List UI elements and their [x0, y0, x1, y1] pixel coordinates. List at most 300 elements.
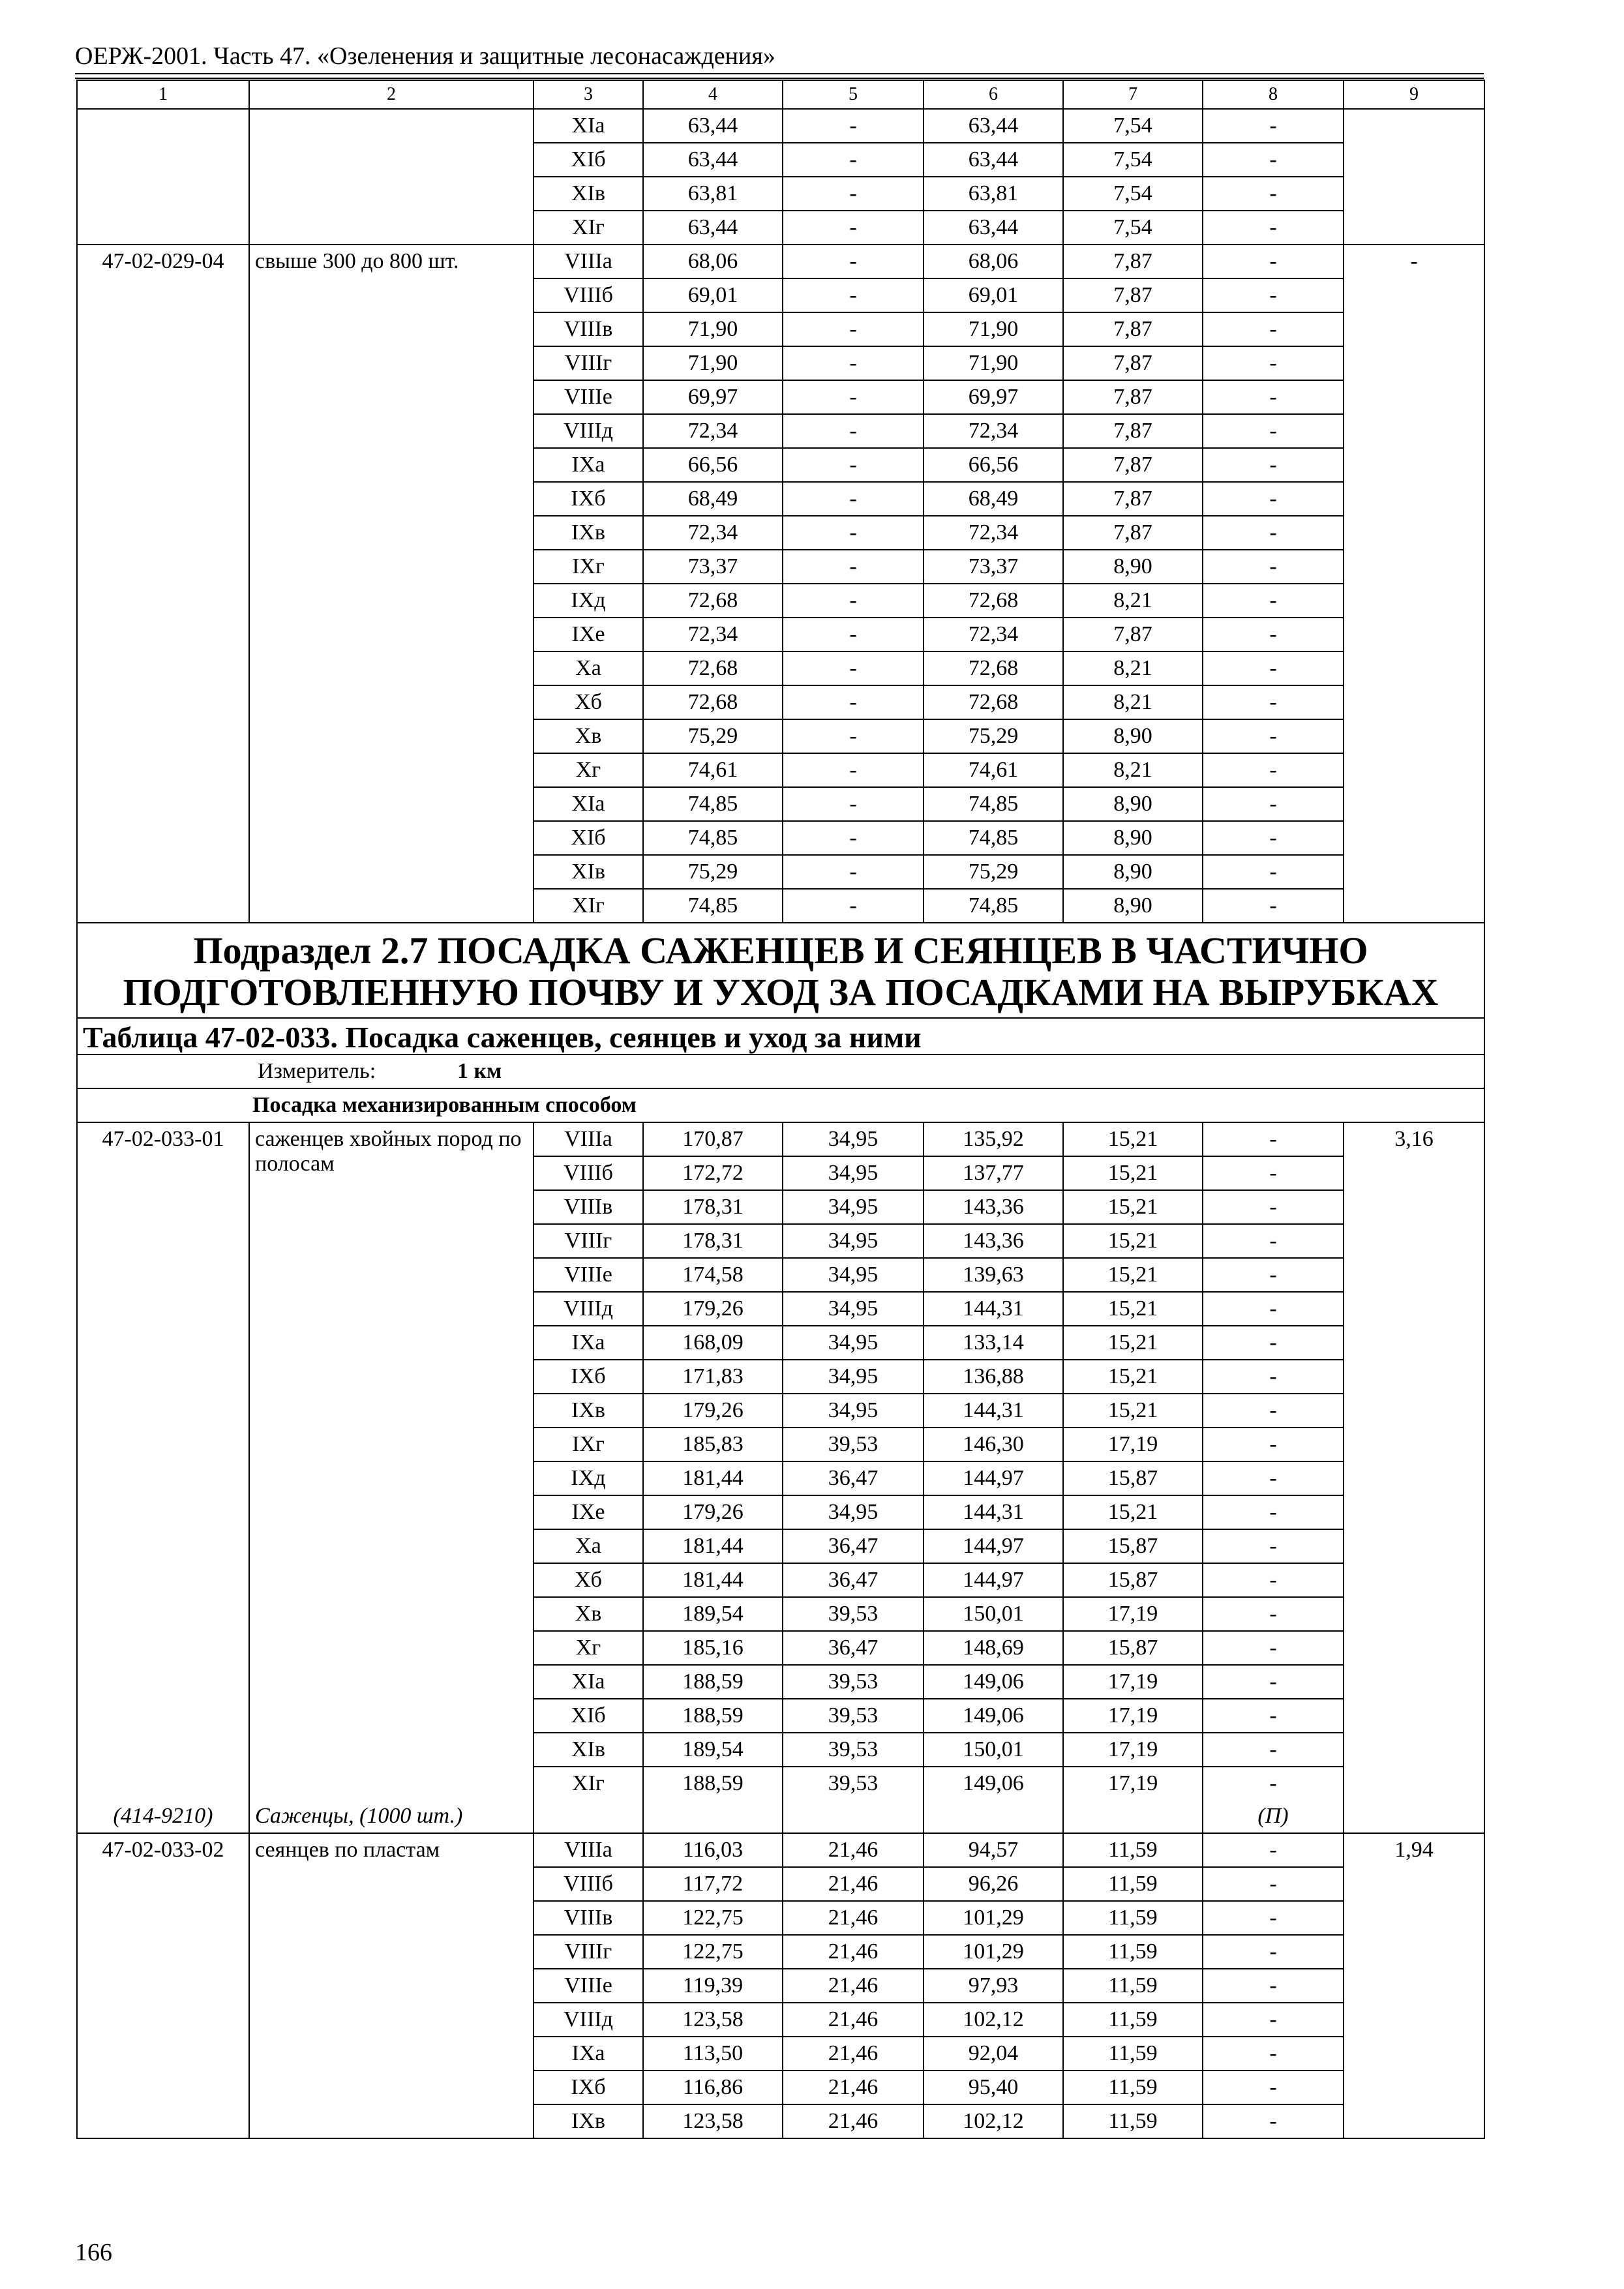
table-cell: XIв: [534, 1733, 643, 1767]
table-cell: 36,47: [783, 1631, 924, 1665]
table-cell: 36,47: [783, 1529, 924, 1563]
table-cell: 188,59: [643, 1665, 783, 1699]
table-cell: XIа: [534, 1665, 643, 1699]
subheading-row: [77, 1088, 1484, 1122]
table-cell: 7,87: [1063, 245, 1203, 278]
table-cell: -: [1203, 2037, 1344, 2071]
col9-value: 3,16: [1344, 1122, 1484, 1833]
table-cell: 74,61: [643, 753, 783, 787]
table-cell: 95,40: [924, 2071, 1063, 2104]
table-cell: -: [783, 245, 924, 278]
table-cell: XIг: [534, 1767, 643, 1800]
column-number: 9: [1344, 80, 1484, 109]
table-cell: XIб: [534, 821, 643, 855]
table-cell: 96,26: [924, 1867, 1063, 1901]
table-cell: 7,87: [1063, 278, 1203, 312]
table-cell: 63,44: [924, 109, 1063, 143]
table-cell: -: [1203, 1326, 1344, 1360]
table-cell: 17,19: [1063, 1767, 1203, 1800]
table-cell: -: [783, 821, 924, 855]
table-cell: 11,59: [1063, 2037, 1203, 2071]
table-cell: -: [783, 685, 924, 719]
table-cell: -: [783, 855, 924, 889]
table-cell: 11,59: [1063, 2104, 1203, 2138]
table-cell: 122,75: [643, 1935, 783, 1969]
table-cell: 39,53: [783, 1597, 924, 1631]
table-cell: XIб: [534, 1699, 643, 1733]
table-cell: [534, 1800, 643, 1833]
table-cell: 101,29: [924, 1901, 1063, 1935]
table-cell: 21,46: [783, 2104, 924, 2138]
table-cell: 179,26: [643, 1394, 783, 1428]
col9-cell: [1344, 109, 1484, 245]
table-cell: VIIIб: [534, 1156, 643, 1190]
table-cell: 8,90: [1063, 889, 1203, 923]
table-cell: 144,31: [924, 1394, 1063, 1428]
table-cell: 8,21: [1063, 685, 1203, 719]
table-cell: XIг: [534, 889, 643, 923]
item-name: сеянцев по пластам: [249, 1833, 534, 2138]
table-cell: 8,90: [1063, 550, 1203, 584]
table-cell: -: [783, 414, 924, 448]
table-cell: -: [783, 482, 924, 516]
table-cell: 117,72: [643, 1867, 783, 1901]
table-cell: 39,53: [783, 1665, 924, 1699]
item-name: свыше 300 до 800 шт.: [249, 245, 534, 923]
table-cell: -: [783, 143, 924, 177]
table-cell: 69,97: [924, 380, 1063, 414]
table-cell: 11,59: [1063, 1867, 1203, 1901]
table-cell: 21,46: [783, 1901, 924, 1935]
table-cell: 34,95: [783, 1190, 924, 1224]
table-cell: -: [1203, 2003, 1344, 2037]
table-cell: 75,29: [924, 855, 1063, 889]
table-cell: 34,95: [783, 1258, 924, 1292]
table-cell: 189,54: [643, 1597, 783, 1631]
table-cell: IXд: [534, 1461, 643, 1495]
table-cell: [643, 1800, 783, 1833]
table-cell: VIIIв: [534, 1190, 643, 1224]
table-cell: 119,39: [643, 1969, 783, 2003]
table-cell: -: [1203, 211, 1344, 245]
table-cell: -: [1203, 889, 1344, 923]
table-cell: -: [1203, 1901, 1344, 1935]
subheading: Посадка механизированным способом: [77, 1088, 1484, 1122]
table-cell: -: [783, 584, 924, 618]
table-cell: 71,90: [924, 312, 1063, 346]
table-cell: 7,54: [1063, 109, 1203, 143]
table-cell: -: [1203, 2071, 1344, 2104]
table-cell: 189,54: [643, 1733, 783, 1767]
table-cell: -: [1203, 1665, 1344, 1699]
table-cell: XIв: [534, 177, 643, 211]
table-cell: -: [1203, 143, 1344, 177]
table-cell: 15,21: [1063, 1360, 1203, 1394]
table-cell: 72,68: [643, 651, 783, 685]
table-cell: -: [1203, 753, 1344, 787]
table-cell: 150,01: [924, 1597, 1063, 1631]
table-cell: -: [1203, 1767, 1344, 1800]
table-cell: 178,31: [643, 1224, 783, 1258]
resource-row: [77, 1800, 1484, 1833]
table-cell: 170,87: [643, 1122, 783, 1156]
table-cell: -: [1203, 1461, 1344, 1495]
table-cell: Xг: [534, 1631, 643, 1665]
table-cell: -: [1203, 1631, 1344, 1665]
measure-row: [77, 1055, 1484, 1088]
table-cell: 123,58: [643, 2104, 783, 2138]
table-cell: 34,95: [783, 1360, 924, 1394]
table-cell: 63,81: [643, 177, 783, 211]
table-cell: 144,97: [924, 1529, 1063, 1563]
table-cell: 144,31: [924, 1292, 1063, 1326]
table-cell: 15,21: [1063, 1292, 1203, 1326]
measure-label: Измеритель:: [258, 1059, 376, 1083]
table-cell: 116,86: [643, 2071, 783, 2104]
table-cell: 72,34: [643, 516, 783, 550]
table-cell: -: [1203, 1935, 1344, 1969]
table-cell: 63,44: [643, 109, 783, 143]
table-cell: 15,21: [1063, 1326, 1203, 1360]
table-cell: Xв: [534, 719, 643, 753]
table-cell: -: [1203, 1733, 1344, 1767]
table-cell: 63,44: [643, 143, 783, 177]
table-cell: -: [783, 278, 924, 312]
table-cell: VIIIд: [534, 414, 643, 448]
table-row: [77, 1122, 1484, 1156]
table-cell: -: [1203, 618, 1344, 651]
table-cell: 72,68: [643, 685, 783, 719]
table-cell: 94,57: [924, 1833, 1063, 1867]
table-cell: 144,97: [924, 1563, 1063, 1597]
table-row: [77, 245, 1484, 278]
table-cell: -: [783, 448, 924, 482]
table-cell: Xб: [534, 1563, 643, 1597]
table-cell: IXв: [534, 516, 643, 550]
table-cell: 21,46: [783, 2071, 924, 2104]
table-cell: 36,47: [783, 1563, 924, 1597]
table-cell: 15,21: [1063, 1394, 1203, 1428]
table-cell: 135,92: [924, 1122, 1063, 1156]
col9-value: 1,94: [1344, 1833, 1484, 2138]
table-cell: 34,95: [783, 1292, 924, 1326]
table-cell: -: [1203, 584, 1344, 618]
table-cell: 8,21: [1063, 651, 1203, 685]
table-cell: 71,90: [924, 346, 1063, 380]
table-cell: 73,37: [643, 550, 783, 584]
table-cell: -: [1203, 109, 1344, 143]
table-cell: 63,44: [924, 211, 1063, 245]
table-cell: 34,95: [783, 1224, 924, 1258]
item-code: 47-02-029-04: [77, 245, 249, 923]
table-cell: 15,21: [1063, 1258, 1203, 1292]
table-cell: [924, 1800, 1063, 1833]
table-cell: -: [783, 516, 924, 550]
table-cell: 168,09: [643, 1326, 783, 1360]
resource-qty: (П): [1203, 1800, 1344, 1833]
table-cell: 8,21: [1063, 753, 1203, 787]
table-cell: 172,72: [643, 1156, 783, 1190]
table-cell: VIIIд: [534, 1292, 643, 1326]
table-cell: 72,68: [643, 584, 783, 618]
table-cell: 21,46: [783, 1935, 924, 1969]
table-cell: 113,50: [643, 2037, 783, 2071]
table-cell: 181,44: [643, 1461, 783, 1495]
table-cell: Xа: [534, 1529, 643, 1563]
table-cell: 36,47: [783, 1461, 924, 1495]
table-cell: 74,85: [643, 787, 783, 821]
table-cell: 7,87: [1063, 516, 1203, 550]
item-code: 47-02-033-01: [77, 1122, 249, 1800]
table-cell: 171,83: [643, 1360, 783, 1394]
table-cell: 150,01: [924, 1733, 1063, 1767]
table-cell: -: [1203, 1495, 1344, 1529]
table-cell: 72,34: [924, 618, 1063, 651]
table-cell: 185,83: [643, 1428, 783, 1461]
table-cell: -: [1203, 278, 1344, 312]
resource-name: Саженцы, (1000 шт.): [249, 1800, 534, 1833]
table-cell: 178,31: [643, 1190, 783, 1224]
table-cell: -: [1203, 482, 1344, 516]
table-cell: -: [1203, 1258, 1344, 1292]
table-cell: IXб: [534, 1360, 643, 1394]
measure-value: 1 км: [457, 1059, 502, 1083]
table-cell: 137,77: [924, 1156, 1063, 1190]
table-cell: -: [1203, 1360, 1344, 1394]
table-cell: 75,29: [643, 719, 783, 753]
table-cell: 17,19: [1063, 1597, 1203, 1631]
table-cell: IXе: [534, 1495, 643, 1529]
table-cell: 8,90: [1063, 787, 1203, 821]
table-cell: 21,46: [783, 1969, 924, 2003]
measure-cell: [77, 1055, 1484, 1088]
table-cell: 68,49: [643, 482, 783, 516]
table-cell: 21,46: [783, 2037, 924, 2071]
table-cell: 179,26: [643, 1495, 783, 1529]
table-cell: 188,59: [643, 1699, 783, 1733]
table-cell: VIIIе: [534, 1258, 643, 1292]
table-cell: 15,87: [1063, 1461, 1203, 1495]
table-cell: Xб: [534, 685, 643, 719]
table-cell: VIIIг: [534, 1224, 643, 1258]
table-cell: -: [783, 753, 924, 787]
table-cell: VIIIа: [534, 1833, 643, 1867]
estimate-table: [76, 80, 1485, 2139]
table-cell: 71,90: [643, 312, 783, 346]
table-cell: 11,59: [1063, 1969, 1203, 2003]
resource-code: (414-9210): [77, 1800, 249, 1833]
table-cell: 146,30: [924, 1428, 1063, 1461]
table-cell: -: [1203, 177, 1344, 211]
table-cell: -: [1203, 787, 1344, 821]
table-cell: 15,21: [1063, 1122, 1203, 1156]
table-cell: 15,21: [1063, 1495, 1203, 1529]
table-cell: 69,01: [924, 278, 1063, 312]
table-cell: IXб: [534, 2071, 643, 2104]
table-cell: -: [783, 787, 924, 821]
table-cell: -: [1203, 516, 1344, 550]
table-cell: 75,29: [924, 719, 1063, 753]
table-cell: Xа: [534, 651, 643, 685]
table-row: [77, 109, 1484, 143]
table-cell: 69,97: [643, 380, 783, 414]
table-cell: VIIIб: [534, 278, 643, 312]
table-cell: 148,69: [924, 1631, 1063, 1665]
name-cell: [249, 109, 534, 245]
column-number: 8: [1203, 80, 1344, 109]
table-cell: 97,93: [924, 1969, 1063, 2003]
table-cell: -: [1203, 1394, 1344, 1428]
table-cell: -: [1203, 312, 1344, 346]
page-number: 166: [75, 2239, 112, 2266]
table-cell: VIIIа: [534, 1122, 643, 1156]
table-cell: XIа: [534, 109, 643, 143]
header-rule-top: [75, 73, 1484, 74]
table-cell: VIIIв: [534, 312, 643, 346]
table-cell: 39,53: [783, 1733, 924, 1767]
table-cell: XIв: [534, 855, 643, 889]
column-number-row: [77, 80, 1484, 109]
table-cell: 149,06: [924, 1665, 1063, 1699]
table-cell: -: [1203, 414, 1344, 448]
table-cell: VIIIд: [534, 2003, 643, 2037]
table-cell: -: [1203, 1969, 1344, 2003]
column-number: 7: [1063, 80, 1203, 109]
table-cell: 74,61: [924, 753, 1063, 787]
table-cell: [783, 1800, 924, 1833]
section-title: Подраздел 2.7 ПОСАДКА САЖЕНЦЕВ И СЕЯНЦЕВ В ЧАСТИЧНО ПОДГОТОВЛЕННУЮ ПОЧВУ И УХОД ЗА ПОСАДКАМИ НА ВЫРУБКАХ: [77, 923, 1484, 1018]
table-cell: 181,44: [643, 1563, 783, 1597]
table-cell: 188,59: [643, 1767, 783, 1800]
table-cell: 39,53: [783, 1428, 924, 1461]
table-cell: 7,87: [1063, 482, 1203, 516]
table-cell: [1063, 1800, 1203, 1833]
table-cell: XIг: [534, 211, 643, 245]
table-cell: 15,21: [1063, 1224, 1203, 1258]
table-cell: -: [1203, 380, 1344, 414]
table-cell: 74,85: [924, 821, 1063, 855]
table-cell: 71,90: [643, 346, 783, 380]
table-cell: 34,95: [783, 1394, 924, 1428]
table-cell: 7,54: [1063, 143, 1203, 177]
table-cell: 144,31: [924, 1495, 1063, 1529]
table-cell: 102,12: [924, 2104, 1063, 2138]
table-cell: 11,59: [1063, 2003, 1203, 2037]
table-cell: VIIIа: [534, 245, 643, 278]
table-cell: -: [1203, 1428, 1344, 1461]
table-cell: 7,87: [1063, 618, 1203, 651]
table-cell: 15,21: [1063, 1156, 1203, 1190]
table-cell: 68,49: [924, 482, 1063, 516]
table-cell: 68,06: [643, 245, 783, 278]
table-cell: -: [1203, 1699, 1344, 1733]
table-cell: 8,21: [1063, 584, 1203, 618]
table-cell: 34,95: [783, 1495, 924, 1529]
table-cell: 66,56: [643, 448, 783, 482]
table-cell: 17,19: [1063, 1699, 1203, 1733]
table-cell: -: [1203, 1156, 1344, 1190]
table-cell: 7,87: [1063, 312, 1203, 346]
table-cell: IXг: [534, 550, 643, 584]
table-row: [77, 1833, 1484, 1867]
table-cell: -: [1203, 550, 1344, 584]
running-header: ОЕРЖ-2001. Часть 47. «Озеленения и защитные лесонасаждения»: [75, 42, 775, 70]
column-number: 4: [643, 80, 783, 109]
item-code: 47-02-033-02: [77, 1833, 249, 2138]
table-cell: -: [1203, 821, 1344, 855]
column-number: 6: [924, 80, 1063, 109]
table-cell: 149,06: [924, 1767, 1063, 1800]
table-cell: -: [1203, 1529, 1344, 1563]
table-cell: XIб: [534, 143, 643, 177]
table-cell: 7,87: [1063, 448, 1203, 482]
table-cell: -: [1203, 245, 1344, 278]
column-number: 3: [534, 80, 643, 109]
table-cell: 15,87: [1063, 1529, 1203, 1563]
table-cell: 123,58: [643, 2003, 783, 2037]
table-cell: XIа: [534, 787, 643, 821]
table-cell: 15,87: [1063, 1631, 1203, 1665]
table-cell: 15,87: [1063, 1563, 1203, 1597]
table-cell: -: [783, 651, 924, 685]
table-cell: 7,87: [1063, 346, 1203, 380]
table-cell: -: [783, 380, 924, 414]
table-cell: -: [1203, 1867, 1344, 1901]
table-cell: 181,44: [643, 1529, 783, 1563]
table-cell: 8,90: [1063, 719, 1203, 753]
section-title-row: [77, 923, 1484, 1018]
table-cell: 116,03: [643, 1833, 783, 1867]
table-cell: 149,06: [924, 1699, 1063, 1733]
table-cell: VIIIг: [534, 346, 643, 380]
table-cell: -: [1203, 1122, 1344, 1156]
table-cell: 174,58: [643, 1258, 783, 1292]
table-cell: -: [1203, 651, 1344, 685]
table-cell: VIIIе: [534, 380, 643, 414]
table-cell: 17,19: [1063, 1733, 1203, 1767]
column-number: 5: [783, 80, 924, 109]
table-cell: 72,68: [924, 584, 1063, 618]
table-title-row: [77, 1018, 1484, 1055]
table-cell: -: [783, 618, 924, 651]
table-cell: 72,34: [924, 516, 1063, 550]
table-cell: 17,19: [1063, 1428, 1203, 1461]
table-cell: Xв: [534, 1597, 643, 1631]
table-cell: 21,46: [783, 1833, 924, 1867]
table-cell: -: [1203, 1292, 1344, 1326]
item-name: саженцев хвойных пород по полосам: [249, 1122, 534, 1800]
table-cell: 122,75: [643, 1901, 783, 1935]
table-cell: 72,34: [643, 414, 783, 448]
table-cell: 11,59: [1063, 2071, 1203, 2104]
table-cell: -: [1203, 1597, 1344, 1631]
column-number: 1: [77, 80, 249, 109]
table-cell: 63,44: [924, 143, 1063, 177]
table-cell: -: [783, 211, 924, 245]
table-cell: 139,63: [924, 1258, 1063, 1292]
table-cell: 74,85: [643, 821, 783, 855]
table-cell: IXб: [534, 482, 643, 516]
table-cell: 63,81: [924, 177, 1063, 211]
table-cell: IXв: [534, 2104, 643, 2138]
column-number: 2: [249, 80, 534, 109]
table-cell: -: [1203, 1563, 1344, 1597]
table-cell: -: [783, 109, 924, 143]
table-cell: 39,53: [783, 1767, 924, 1800]
table-cell: VIIIе: [534, 1969, 643, 2003]
table-cell: 73,37: [924, 550, 1063, 584]
table-cell: 72,68: [924, 651, 1063, 685]
